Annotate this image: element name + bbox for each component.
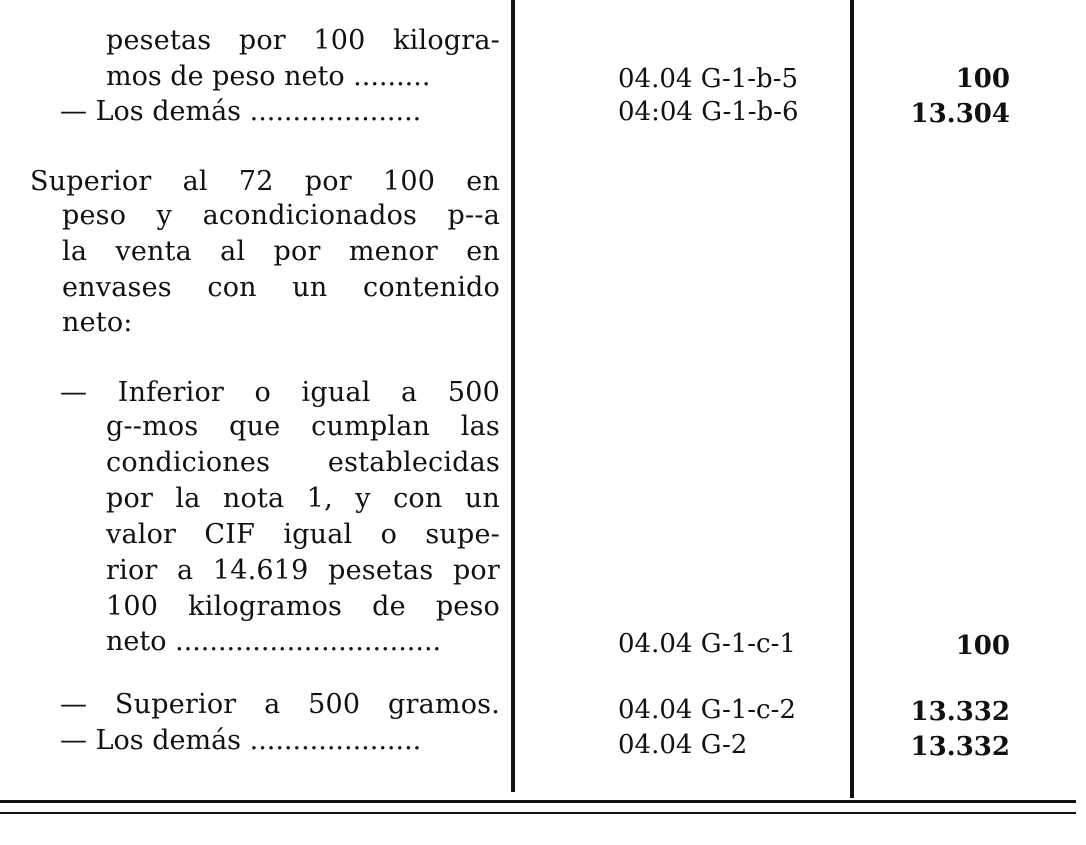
tariff-value: 13.332 [910, 697, 1010, 727]
description-line: la venta al por menor en [62, 236, 500, 267]
description-line: condiciones establecidas [106, 447, 500, 478]
description-line: — Inferior o igual a 500 [60, 377, 500, 408]
description-line: valor CIF igual o supe- [106, 519, 500, 550]
description-line: peso y acondicionados p--a [62, 200, 500, 231]
tariff-code: 04.04 G-1-b-5 [618, 64, 799, 94]
column-divider-right [850, 0, 854, 798]
tariff-value: 100 [955, 631, 1010, 661]
column-divider-left [511, 0, 515, 792]
description-line: Superior al 72 por 100 en [30, 166, 500, 197]
description-line: — Superior a 500 gramos. [60, 689, 500, 720]
tariff-value: 100 [955, 64, 1010, 94]
table-end-rule-bottom [0, 812, 1076, 814]
tariff-code: 04.04 G-1-c-1 [618, 629, 796, 659]
description-line: por la nota 1, y con un [106, 483, 500, 514]
description-line: neto: [62, 307, 133, 338]
description-line: mos de peso neto ......... [106, 61, 431, 92]
tariff-value: 13.332 [910, 732, 1010, 762]
description-line: g--mos que cumplan las [106, 411, 500, 442]
description-line: — Los demás .................... [60, 96, 422, 127]
description-line: 100 kilogramos de peso [106, 591, 500, 622]
description-line: — Los demás .................... [60, 725, 422, 756]
description-line: pesetas por 100 kilogra- [106, 25, 500, 56]
tariff-code: 04.04 G-1-c-2 [618, 695, 796, 725]
tariff-code: 04.04 G-2 [618, 730, 748, 760]
description-line: rior a 14.619 pesetas por [106, 555, 500, 586]
tariff-code: 04:04 G-1-b-6 [618, 97, 799, 127]
description-line: neto ............................... [106, 626, 442, 657]
description-line: envases con un contenido [62, 272, 500, 303]
tariff-value: 13.304 [910, 99, 1010, 129]
table-end-rule-top [0, 800, 1076, 803]
